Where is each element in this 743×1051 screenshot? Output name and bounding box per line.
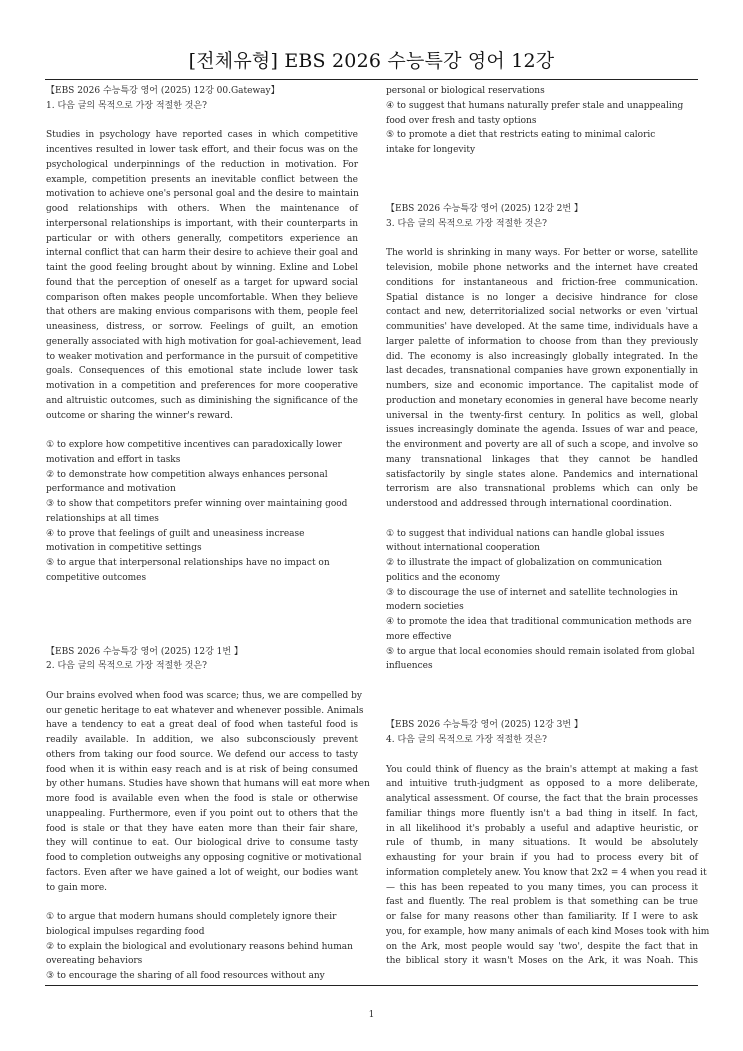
page-number: 1 <box>368 1010 375 1020</box>
option-line: ④ to promote the idea that traditional communication methods are <box>386 617 692 627</box>
option-line: ② to illustrate the impact of globalization on communication <box>386 558 663 568</box>
question-prompt: 1. 다음 글의 목적으로 가장 적절한 것은? <box>46 100 207 111</box>
option-line: modern societies <box>386 602 464 613</box>
passage-line: in all likelihood it's probably a useful and adaptive heuristic, or <box>386 823 698 834</box>
passage-line: numbers, size and economic importance. The capitalist mode of <box>386 381 698 391</box>
passage-line: the environment and poverty are all of such a scope, and involve so <box>386 440 698 450</box>
passage-line: production and monetary economies in general have become nearly <box>386 395 698 406</box>
option-line: motivation in competitive settings <box>46 543 202 554</box>
question-prompt: 2. 다음 글의 목적으로 가장 적절한 것은? <box>46 661 207 672</box>
option-line: ① to argue that modern humans should completely ignore their <box>46 912 337 922</box>
option-line: competitive outcomes <box>46 572 147 583</box>
answer-options <box>46 910 358 984</box>
passage-line: psychological underpinnings of the reduction in motivation. For <box>46 159 358 170</box>
passage-line: last decades, transnational companies have grown exponentially in <box>386 366 698 377</box>
passage-line: our genetic heritage to eat whatever and whenever possible. Animals <box>46 705 364 716</box>
option-line: ① to suggest that individual nations can handle global issues <box>386 528 665 539</box>
question-prompt: 4. 다음 글의 목적으로 가장 적절한 것은? <box>386 735 547 745</box>
passage-line: found that the perception of oneself as a target for upward social <box>46 277 358 288</box>
passage-line: to gain more. <box>46 882 108 893</box>
answer-options <box>386 527 698 675</box>
passage-line: fast and fluently. The real problem is that something can be true <box>386 897 698 908</box>
option-line: ⑤ to argue that interpersonal relationships have no impact on <box>46 558 330 568</box>
option-line: politics and the economy <box>386 572 500 583</box>
passage-line: others from taking our food source. We defend our access to tasty <box>46 749 358 760</box>
passage-line: analytical assessment. Of course, the fact that the brain processes <box>386 794 698 804</box>
passage-line: or false for many reasons other than familiarity. If I were to ask <box>386 912 698 922</box>
option-line: ④ to suggest that humans naturally prefer stale and unappealing <box>386 100 684 111</box>
passage-line: and intuitive truth-judgment as opposed to a more deliberate, <box>386 779 698 790</box>
passage-line: satisfactorily by single states alone. Pandemics and international <box>386 469 698 480</box>
question-4 <box>386 718 710 969</box>
passage-line: — this has been repeated to you many times, you can process it <box>386 882 698 893</box>
passage-line: rule of thumb, in many situations. It would be absolutely <box>386 838 698 849</box>
passage-line: the biblical story it wasn't Moses on the Ark, it was Noah. This <box>386 956 698 967</box>
passage-line: issues increasingly dominate the agenda. Issues of war and peace, <box>386 425 698 436</box>
passage-line: understood and addressed through international coordination. <box>386 499 672 509</box>
passage <box>386 763 710 970</box>
passage-line: to weaker motivation and performance in the pursuit of competitive <box>46 351 358 362</box>
passage-line: The world is shrinking in many ways. For better or worse, satellite <box>386 248 698 259</box>
passage-line: motivation to achieve one's personal goal and the desire to maintain <box>46 189 359 200</box>
question-source: 【EBS 2026 수능특강 영어 (2025) 12강 3번 】 <box>386 720 583 731</box>
passage-line: food is stale or that they have eaten more than their fair share, <box>46 823 358 834</box>
answer-options <box>46 438 358 586</box>
passage-line: factors. Even after we have gained a lot of weight, our bodies want <box>46 867 358 878</box>
passage-line: have a tendency to eat a great deal of food when tasteful food is <box>46 720 358 731</box>
passage-line: more food is available even when the food is stale or otherwise <box>46 794 358 804</box>
passage-line: exhausting for your brain if you had to process every bit of <box>386 853 698 863</box>
question-source: 【EBS 2026 수능특강 영어 (2025) 12강 00.Gateway】 <box>46 86 280 96</box>
passage-line: food when it is within easy reach and is at risk of being consumed <box>46 764 358 775</box>
passage-line: television, mobile phone networks and the internet have created <box>386 263 698 273</box>
top-divider <box>45 79 698 80</box>
passage <box>46 128 362 423</box>
passage-line: interpersonal relationships is important, with their counterparts in <box>46 218 358 229</box>
passage-line: by other humans. Studies have shown that humans will eat more when <box>46 779 370 790</box>
option-line: personal or biological reservations <box>386 86 545 96</box>
passage-line: information completely anew. You know that 2x2 = 4 when you read it <box>386 867 707 878</box>
passage-line: and altruistic outcomes, such as diminishing the significance of the <box>46 395 358 406</box>
passage-line: incentives resulted in lower task effort, and their focus was on the <box>46 145 358 155</box>
passage-line: universal in the twenty-first century. In politics as well, global <box>386 410 698 421</box>
passage-line: comparison often makes people uncomfortable. When they believe <box>46 292 358 303</box>
passage-line: internal conflict that can harm their desire to achieve their goal and <box>46 248 359 259</box>
option-line: motivation and effort in tasks <box>46 454 181 465</box>
passage-line: terrorism are also transnational problems which can only be <box>386 484 698 495</box>
passage-line: contact and new, deterritorialized social networks or even 'virtual <box>386 307 698 318</box>
option-line: ① to explore how competitive incentives can paradoxically lower <box>46 440 342 450</box>
question-prompt: 3. 다음 글의 목적으로 가장 적절한 것은? <box>386 218 547 229</box>
option-line: more effective <box>386 631 452 642</box>
passage-line: conditions for instantaneous and friction-free communication. <box>386 277 698 288</box>
passage-line: example, competition presents an inevitable conflict between the <box>46 174 358 185</box>
question-3 <box>386 202 698 674</box>
right-column <box>386 84 710 969</box>
passage <box>386 246 698 512</box>
option-line: ③ to show that competitors prefer winning over maintaining good <box>46 499 348 509</box>
option-line: ② to demonstrate how competition always enhances personal <box>46 469 328 480</box>
passage-line: food to completion outweighs any opposing cognitive or motivational <box>46 853 362 863</box>
passage-line: You could think of fluency as the brain's attempt at making a fast <box>386 764 698 775</box>
option-line: without international cooperation <box>386 543 540 554</box>
option-line: ⑤ to promote a diet that restricts eating to minimal caloric <box>386 130 656 141</box>
passage-line: that others are making envious comparisons with them, people feel <box>46 307 358 318</box>
passage-line: motivation in a competition and preferences for more cooperative <box>46 381 358 391</box>
left-column <box>46 84 370 984</box>
option-line: intake for longevity <box>386 145 476 155</box>
passage <box>46 689 370 896</box>
question-1 <box>46 84 362 586</box>
passage-line: goals. Consequences of this emotional state include lower task <box>46 366 358 377</box>
passage-line: many transnational linkages that they cannot be handled <box>386 454 698 465</box>
bottom-divider <box>45 985 698 986</box>
passage-line: familiar things more fluently isn't a bad thing in itself. In fact, <box>386 808 698 819</box>
option-line: biological impulses regarding food <box>46 926 205 937</box>
passage-line: taint the good feeling brought about by winning. Exline and Lobel <box>46 263 358 273</box>
option-line: food over fresh and tasty options <box>386 115 537 126</box>
question-source: 【EBS 2026 수능특강 영어 (2025) 12강 1번 】 <box>46 646 243 657</box>
passage-line: did. The economy is also increasingly globally integrated. In the <box>386 351 698 362</box>
passage-line: readily available. In addition, we also subconsciously prevent <box>46 735 358 745</box>
passage-line: generally associated with high motivation for goal-achievement, lead <box>46 336 362 347</box>
question-source: 【EBS 2026 수능특강 영어 (2025) 12강 2번 】 <box>386 204 583 214</box>
option-line: ② to explain the biological and evolutionary reasons behind human <box>46 941 353 952</box>
question-2-continued-options <box>386 84 698 158</box>
passage-line: unappealing. Furthermore, even if you point out to others that the <box>46 808 358 819</box>
passage-line: outcome or sharing the winner's reward. <box>46 410 233 421</box>
option-line: relationships at all times <box>46 513 159 524</box>
passage-line: communities' have developed. At the same time, individuals have a <box>386 322 698 332</box>
passage-line: particular or with others generally, competitors experience an <box>46 233 358 244</box>
question-2 <box>46 645 370 984</box>
option-line: ④ to prove that feelings of guilt and uneasiness increase <box>46 528 305 539</box>
passage-line: good relationships with others. When the maintenance of <box>46 204 358 214</box>
page-title: [전체유형] EBS 2026 수능특강 영어 12강 <box>188 50 555 72</box>
option-line: overeating behaviors <box>46 956 143 967</box>
passage-line: Our brains evolved when food was scarce; thus, we are compelled by <box>46 690 362 701</box>
option-line: performance and motivation <box>46 484 176 495</box>
passage-line: Studies in psychology have reported cases in which competitive <box>46 130 358 141</box>
passage-line: Spatial distance is no longer a decisive hindrance for close <box>386 292 698 303</box>
passage-line: larger palette of information to choose from than they previously <box>386 336 698 347</box>
passage-line: uneasiness, distress, or sorrow. Feelings of guilt, an emotion <box>46 322 358 332</box>
option-line: ③ to discourage the use of internet and satellite technologies in <box>386 587 678 598</box>
option-line: ⑤ to argue that local economies should remain isolated from global <box>386 646 695 657</box>
option-line: ③ to encourage the sharing of all food resources without any <box>46 971 325 981</box>
passage-line: on the Ark, most people would say 'two', despite the fact that in <box>386 941 698 952</box>
passage-line: you, for example, how many animals of each kind Moses took with him <box>386 926 710 937</box>
option-line: influences <box>386 661 433 672</box>
passage-line: they will continue to eat. Our biological drive to consume tasty <box>46 838 358 849</box>
